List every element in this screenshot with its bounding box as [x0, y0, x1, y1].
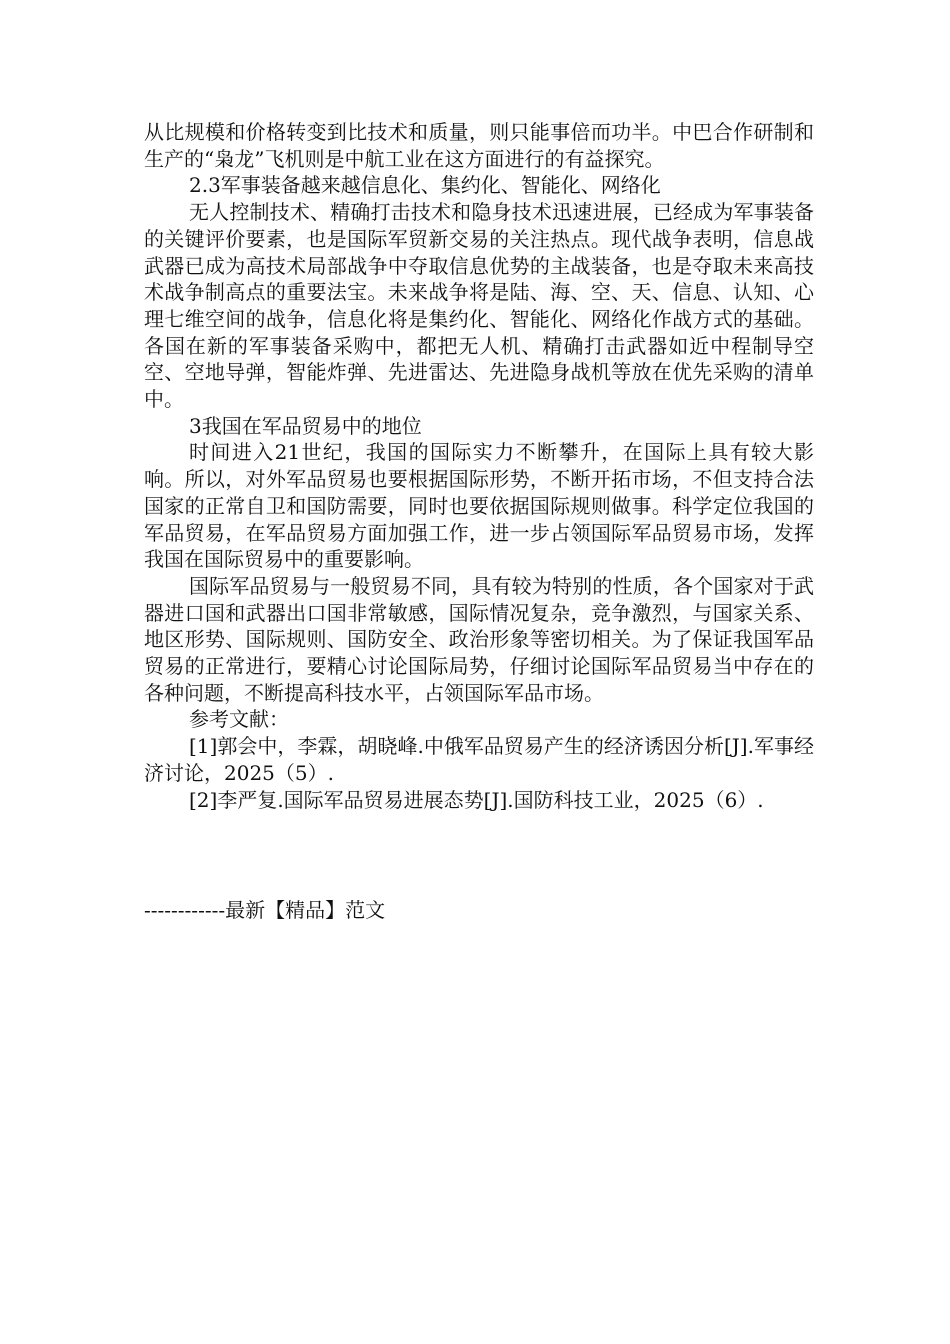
paragraph-military-trade: 国际军品贸易与一般贸易不同，具有较为特别的性质，各个国家对于武器进口国和武器出口国非常敏感，国际情况复杂，竞争激烈，与国家关系、地区形势、国际规则、国防安全、政治形象等密切相关。为了保证我国军品贸易的正常进行，要精心讨论国际局势，仔细讨论国际军品贸易当中存在的各种问题，不断提高科技水平，占领国际军品市场。 — [144, 573, 814, 705]
document-body — [144, 119, 814, 813]
reference-item-1: [1]郭会中，李霖，胡晓峰.中俄军品贸易产生的经济诱因分析[J].军事经济讨论，2025（5）. — [144, 734, 814, 785]
reference-item-2: [2]李严复.国际军品贸易进展态势[J].国防科技工业，2025（6）. — [189, 787, 764, 812]
references-heading: 参考文献： — [189, 707, 289, 732]
paragraph-21st-century: 时间进入21世纪，我国的国际实力不断攀升，在国际上具有较大影响。所以，对外军品贸易也要根据国际形势，不断开拓市场，不但支持合法国家的正常自卫和国防需要，同时也要依据国际规则做事。科学定位我国的军品贸易，在军品贸易方面加强工作，进一步占领国际军品贸易市场，发挥我国在国际贸易中的重要影响。 — [144, 440, 814, 572]
footer-banner: ------------最新【精品】范文 — [144, 898, 386, 922]
paragraph-continuation: 从比规模和价格转变到比技术和质量，则只能事倍而功半。中巴合作研制和生产的“枭龙”飞机则是中航工业在这方面进行的有益探究。 — [144, 120, 814, 171]
paragraph-informatization: 无人控制技术、精确打击技术和隐身技术迅速进展，已经成为军事装备的关键评价要素，也是国际军贸新交易的关注热点。现代战争表明，信息战武器已成为高技术局部战争中夺取信息优势的主战装备，也是夺取未来高技术战争制高点的重要法宝。未来战争将是陆、海、空、天、信息、认知、心理七维空间的战争，信息化将是集约化、智能化、网络化作战方式的基础。各国在新的军事装备采购中，都把无人机、精确打击武器如近中程制导空空、空地导弹，智能炸弹、先进雷达、先进隐身战机等放在优先采购的清单中。 — [144, 200, 814, 412]
section-heading-3: 3我国在军品贸易中的地位 — [189, 413, 422, 438]
section-heading-2-3: 2.3军事装备越来越信息化、集约化、智能化、网络化 — [189, 173, 661, 198]
